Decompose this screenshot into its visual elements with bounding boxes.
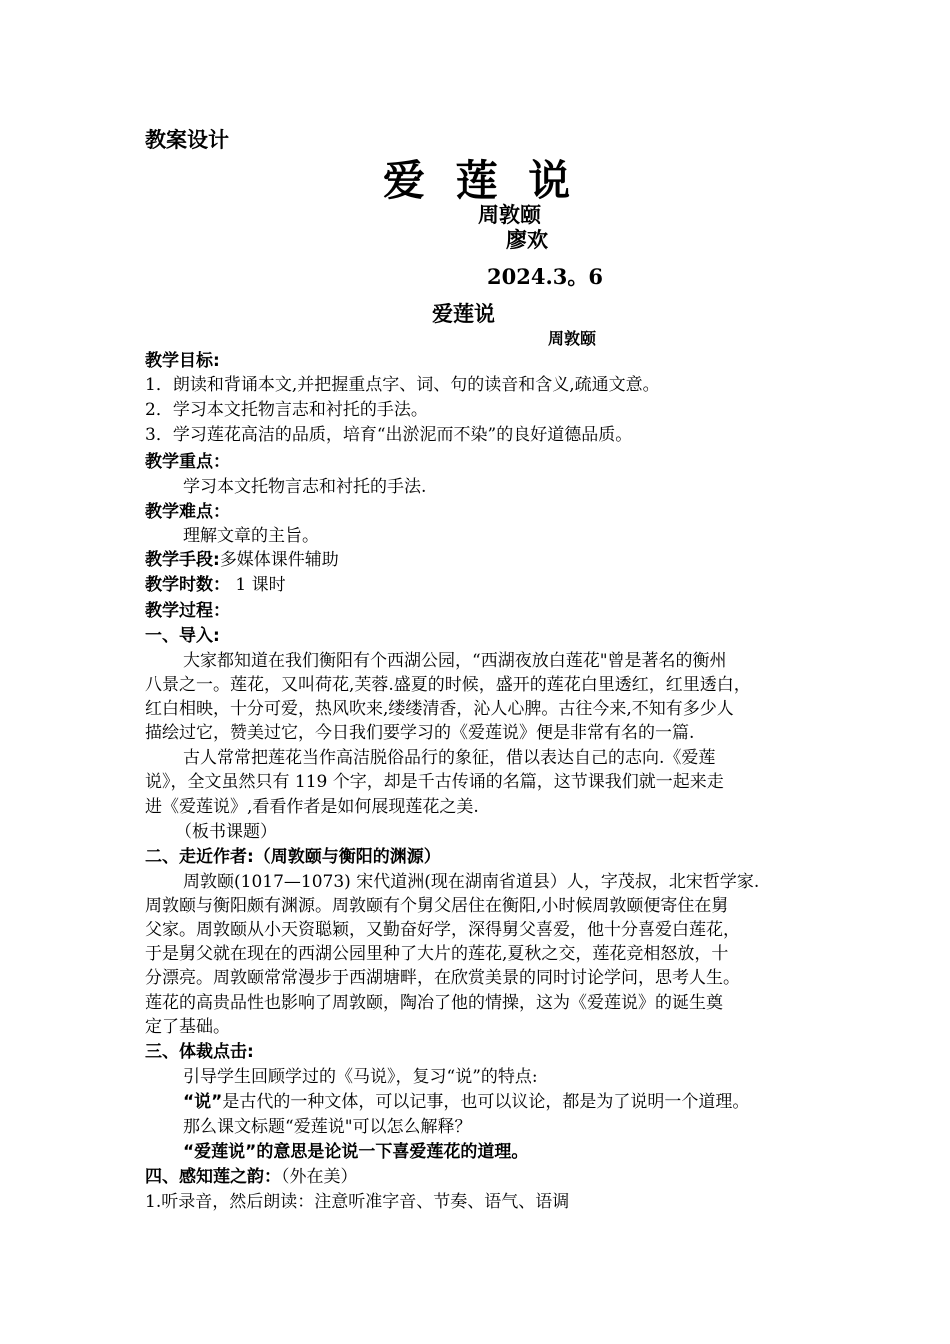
section4-heading-line: [145, 1165, 358, 1189]
sub-author: 周敦颐: [548, 329, 597, 348]
section2-heading: 二、走近作者:（周敦颐与衡阳的渊源）: [145, 847, 441, 867]
hours-text: 1 课时: [230, 575, 286, 595]
s1-p1-line1: 大家都知道在我们衡阳有个西湖公园，“西湖夜放白莲花"曾是著名的衡州: [183, 651, 727, 671]
s1-p1-line3: 红白相映，十分可爱，热风吹来,缕缕清香，沁人心脾。古往今来,不知有多少人: [145, 699, 734, 719]
author-name: 周敦颐: [478, 203, 541, 227]
s3-line3: 那么课文标题“爱莲说"可以怎么解释？: [183, 1117, 472, 1137]
section4-heading-note: （外在美）: [281, 1167, 358, 1187]
key-point-text: 学习本文托物言志和衬托的手法.: [183, 477, 427, 497]
section4-heading: 四、感知莲之韵：: [145, 1167, 281, 1187]
shuo-definition-text: 是古代的一种文体，可以记事，也可以议论，都是为了说明一个道理。: [222, 1092, 750, 1112]
process-label: 教学过程：: [145, 601, 230, 621]
main-title: 爱 莲 说: [383, 156, 579, 205]
shuo-definition-term: “说”: [183, 1092, 223, 1112]
s3-line4: “爱莲说”的意思是论说一下喜爱莲花的道理。: [183, 1142, 529, 1162]
s1-p1-line2: 八景之一。莲花，又叫荷花,芙蓉.盛夏的时候，盛开的莲花白里透红，红里透白，: [145, 675, 751, 695]
goals-label: 教学目标:: [145, 351, 220, 371]
s4-line1: 1.听录音，然后朗读：注意听准字音、节奏、语气、语调: [145, 1192, 570, 1212]
s1-note: （板书课题）: [175, 822, 277, 842]
s1-p2-line1: 古人常常把莲花当作高洁脱俗品行的象征，借以表达自己的志向.《爱莲: [183, 748, 716, 768]
s3-line2: [183, 1090, 749, 1114]
s2-line5: 分漂亮。周敦颐常常漫步于西湖塘畔，在欣赏美景的同时讨论学问，思考人生。: [145, 968, 740, 988]
difficulty-text: 理解文章的主旨。: [183, 526, 319, 546]
goal-item-3: 3．学习莲花高洁的品质，培育“出淤泥而不染”的良好道德品质。: [145, 425, 633, 445]
s1-p1-line4: 描绘过它，赞美过它，今日我们要学习的《爱莲说》便是非常有名的一篇.: [145, 723, 695, 743]
means-text: 多媒体课件辅助: [219, 550, 339, 570]
difficulty-label: 教学难点：: [145, 502, 230, 522]
s2-line2: 周敦颐与衡阳颇有渊源。周敦颐有个舅父居住在衡阳,小时候周敦颐便寄住在舅: [145, 896, 729, 916]
s1-p2-line3: 进《爱莲说》,看看作者是如何展现莲花之美.: [145, 797, 479, 817]
goal-item-2: 2．学习本文托物言志和衬托的手法。: [145, 400, 428, 420]
s2-line7: 定了基础。: [145, 1017, 230, 1037]
s2-line6: 莲花的高贵品性也影响了周敦颐，陶冶了他的情操，这为《爱莲说》的诞生奠: [145, 993, 723, 1013]
doc-type-label: 教案设计: [145, 128, 229, 152]
hours-label: 教学时数：: [145, 575, 230, 595]
section3-heading: 三、体裁点击:: [145, 1042, 254, 1062]
goal-item-1: 1．朗读和背诵本文,并把握重点字、词、句的读音和含义,疏通文意。: [145, 375, 660, 395]
s2-line4: 于是舅父就在现在的西湖公园里种了大片的莲花,夏秋之交，莲花竞相怒放，十: [145, 944, 729, 964]
means-line: [145, 548, 339, 572]
s2-line1: 周敦颐(1017—1073) 宋代道洲(现在湖南省道县）人，字茂叔，北宋哲学家.: [183, 872, 760, 892]
date-text: 2024.3。6: [487, 264, 603, 289]
key-point-label: 教学重点：: [145, 452, 230, 472]
section1-heading: 一、导入:: [145, 626, 220, 646]
means-label: 教学手段:: [145, 550, 220, 570]
subtitle: 爱莲说: [432, 302, 495, 326]
teacher-name: 廖欢: [506, 228, 548, 252]
hours-line: [145, 573, 286, 597]
s3-line1: 引导学生回顾学过的《马说》，复习“说”的特点:: [183, 1067, 538, 1087]
s1-p2-line2: 说》，全文虽然只有 119 个字，却是千古传诵的名篇，这节课我们就一起来走: [145, 772, 724, 792]
s2-line3: 父家。周敦颐从小天资聪颖，又勤奋好学，深得舅父喜爱，他十分喜爱白莲花，: [145, 920, 740, 940]
